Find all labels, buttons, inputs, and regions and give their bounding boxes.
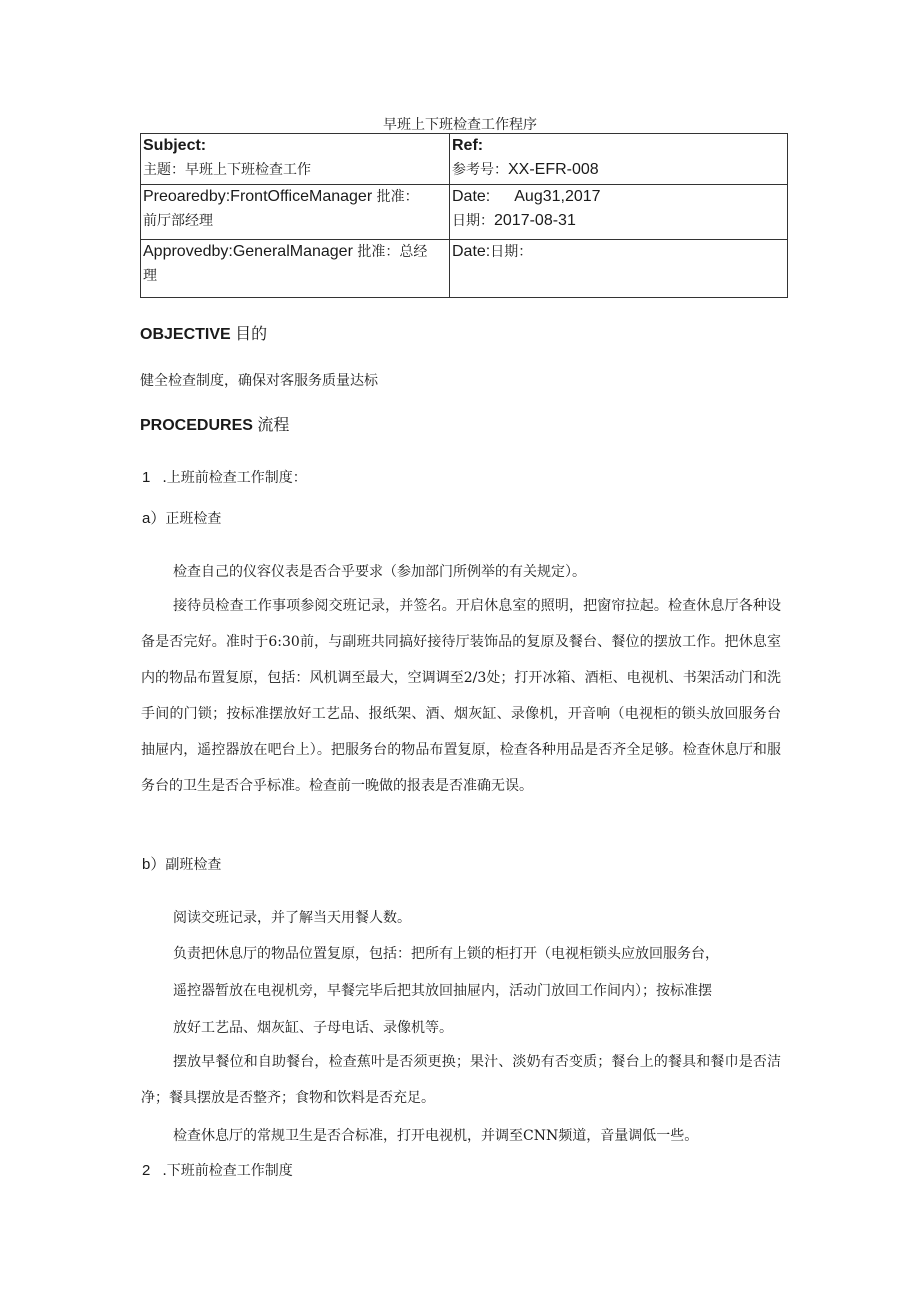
subject-cell xyxy=(141,134,450,185)
a-paragraph-1: 检查自己的仪容仪表是否合乎要求（参加部门所例举的有关规定）。 xyxy=(173,564,586,580)
approved-by-cell xyxy=(141,240,450,298)
objective-text: 健全检查制度，确保对客服务质量达标 xyxy=(140,373,378,389)
subject-value: 主题：早班上下班检查工作 xyxy=(143,162,311,178)
date2-cn: 日期： xyxy=(490,244,533,260)
b-paragraph-4: 检查休息厅的常规卫生是否合标准，打开电视机，并调至CNN频道，音量调低一些。 xyxy=(173,1128,699,1144)
subject-label: Subject: xyxy=(143,137,207,154)
subsection-a-heading: a）正班检查 xyxy=(142,510,222,527)
prepared-by-cell xyxy=(141,185,450,240)
section-2-heading: 2 .下班前检查工作制度 xyxy=(142,1162,293,1179)
date2-label: Date: xyxy=(452,243,491,260)
section-1-heading: 1 .上班前检查工作制度： xyxy=(142,469,307,486)
date2-cell xyxy=(450,240,788,298)
objective-heading: OBJECTIVE 目的 xyxy=(140,324,268,343)
document-title: 早班上下班检查工作程序 xyxy=(383,117,537,133)
date-label: Date: xyxy=(452,188,491,205)
date-value: Aug31,2017 xyxy=(514,188,601,205)
ref-value: XX-EFR-008 xyxy=(508,161,599,178)
b-paragraph-2-line-1: 负责把休息厅的物品位置复原，包括：把所有上锁的柜打开（电视柜锁头应放回服务台， xyxy=(173,946,719,962)
b-paragraph-1: 阅读交班记录，并了解当天用餐人数。 xyxy=(173,910,411,926)
ref-cell xyxy=(450,134,788,185)
approved-by-role: 理 xyxy=(143,268,157,284)
prepared-by-en: Preoaredby:FrontOfficeManager xyxy=(143,188,373,205)
prepared-by-role: 前厅部经理 xyxy=(143,213,213,229)
prepared-by-cn: 批准： xyxy=(376,189,419,205)
subsection-b-heading: b）副班检查 xyxy=(142,856,222,873)
b-paragraph-2-line-2: 遥控器暂放在电视机旁，早餐完毕后把其放回抽屉内，活动门放回工作间内）；按标准摆 xyxy=(173,983,712,999)
approved-by-cn: 批准：总经 xyxy=(357,244,428,260)
a-paragraph-2: 接待员检查工作事项参阅交班记录，并签名。开启休息室的照明，把窗帘拉起。检查休息厅各种设备是否完好。准时于6:30前，与副班共同搞好接待厅装饰品的复原及餐台、餐位的摆放工作。把休息室内的物品布置复原，包括：风机调至最大，空调调至2/3处；打开冰箱、酒柜、电视机、书架活动门和洗手间的门锁；按标准摆放好工艺品、报纸架、酒、烟灰缸、录像机，开音响（电视柜的锁头放回服务台抽屉内，遥控器放在吧台上）。把服务台的物品布置复原，检查各种用品是否齐全足够。检查休息厅和服务台的卫生是否合乎标准。检查前一晚做的报表是否准确无误。 xyxy=(141,598,781,794)
b-paragraph-3: 摆放早餐位和自助餐台，检查蕉叶是否须更换；果汁、淡奶有否变质；餐台上的餐具和餐巾是否洁净；餐具摆放是否整齐；食物和饮料是否充足。 xyxy=(141,1054,781,1106)
ref-prefix: 参考号： xyxy=(452,162,508,178)
approved-by-en: Approvedby:GeneralManager xyxy=(143,243,353,260)
date-cn-value: 2017-08-31 xyxy=(494,212,576,229)
date-cn-prefix: 日期： xyxy=(452,213,494,229)
procedures-heading: PROCEDURES 流程 xyxy=(140,415,290,434)
date-cell xyxy=(450,185,788,240)
header-table xyxy=(140,133,788,298)
b-paragraph-2-line-3: 放好工艺品、烟灰缸、子母电话、录像机等。 xyxy=(173,1020,453,1036)
ref-label: Ref: xyxy=(452,137,484,154)
